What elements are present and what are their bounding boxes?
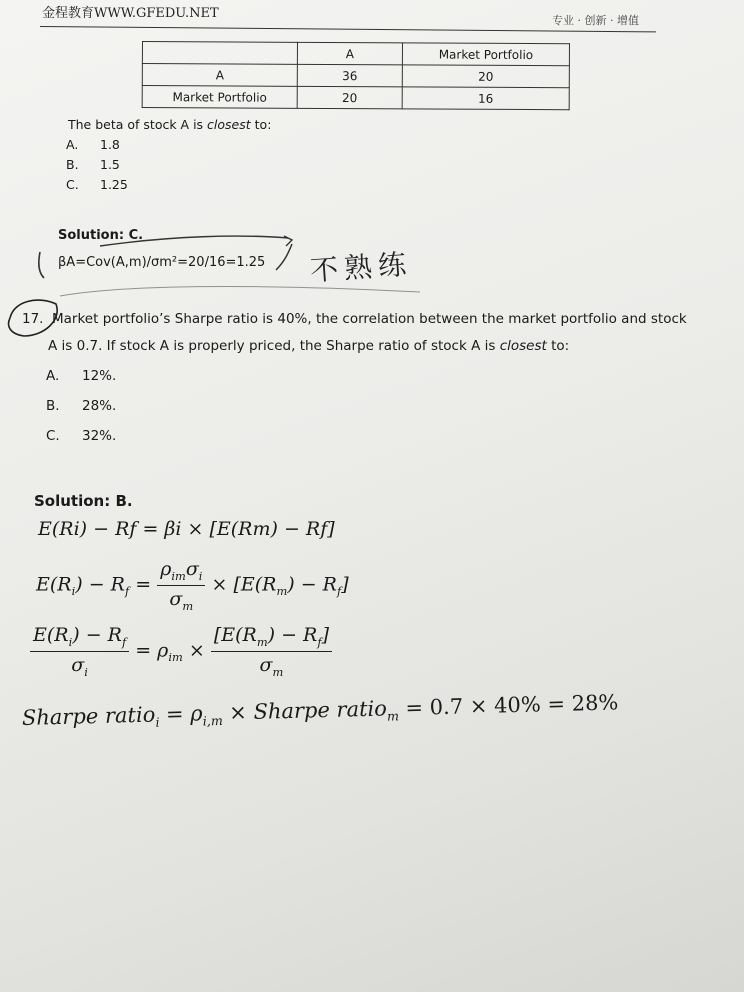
q16-solution-formula: βA=Cov(A,m)/σm²=20/16=1.25: [58, 255, 266, 270]
table-cell: A: [142, 64, 297, 87]
option-letter: A.: [66, 137, 79, 152]
bracket-mark-left: [39, 252, 44, 278]
option-letter: A.: [46, 368, 60, 384]
option-text: 1.8: [100, 137, 120, 152]
q17-line2-text: A is 0.7. If stock A is properly priced, the Sharpe ratio of stock A is: [48, 338, 500, 354]
table-cell: 36: [297, 64, 402, 87]
equation-beta-expanded: $E(R_i) - R_f$ = $\frac{\rho_{im}\sigma_i}{\sigma_m}$ × $[E(R_m) - R_f]$: [36, 558, 349, 613]
table-cell: 20: [297, 86, 402, 109]
q17-number: 17.: [22, 311, 44, 327]
option-text: 28%.: [82, 398, 117, 414]
q17-option-b: [46, 398, 116, 414]
q17-line2-emphasis: closest: [499, 338, 547, 354]
option-text: 1.5: [100, 157, 120, 172]
q17-line1: Market portfolio’s Sharpe ratio is 40%, the correlation between the market portfolio and stock: [52, 311, 687, 327]
option-letter: B.: [46, 398, 60, 414]
sharpe-result-value: = 0.7 × 40% = 28%: [405, 690, 619, 720]
q16-prompt-text: The beta of stock A is: [68, 117, 208, 132]
q17-line2: [48, 331, 569, 361]
option-text: 32%.: [82, 428, 117, 444]
header-slogan: 专业 · 创新 · 增值: [552, 14, 639, 27]
fraction-excess-over-sigma-i: $\frac{E(R_i) - R_f}{\sigma_i}$: [30, 624, 129, 679]
q17-option-a: [46, 368, 116, 384]
option-text: 1.25: [100, 177, 128, 192]
option-letter: C.: [66, 177, 79, 192]
option-letter: C.: [46, 428, 60, 444]
table-cell: Market Portfolio: [142, 86, 297, 109]
equation-capm: E(Ri) − Rf = βi × [E(Rm) − Rf]: [38, 518, 335, 540]
handwritten-note: 不熟练: [309, 247, 414, 288]
option-text: 12%.: [82, 368, 117, 384]
option-letter: B.: [66, 157, 79, 172]
q16-prompt-suffix: to:: [250, 117, 272, 132]
q17-line2-suffix: to:: [546, 338, 570, 354]
faint-stroke: [60, 287, 420, 297]
table-cell: 16: [402, 87, 569, 110]
fraction-rho-sigma: $\frac{\rho_{im}\sigma_i}{\sigma_m}$: [157, 558, 205, 613]
table-cell: 20: [402, 65, 569, 88]
q17-option-c: [46, 428, 116, 444]
bracket-mark-right: [276, 244, 292, 270]
q16-solution-title: Solution: C.: [58, 228, 144, 243]
q16-prompt-emphasis: closest: [207, 117, 251, 132]
header-site-name: 金程教育WWW.GFEDU.NET: [42, 6, 219, 21]
underline-arc-top: [100, 236, 288, 246]
fraction-market-excess: $\frac{[E(R_m) - R_f]}{\sigma_m}$: [211, 624, 332, 679]
q17-solution-title: Solution: B.: [34, 492, 133, 510]
equation-sharpe-result: Sharpe ratio$_i$ = $\rho_{i,m}$ × Sharpe ratio$_m$ = 0.7 × 40% = 28%: [21, 690, 619, 730]
table-header-cell: A: [297, 42, 402, 65]
table-header-cell: Market Portfolio: [402, 43, 569, 66]
equation-sharpe-derivation: $\frac{E(R_i) - R_f}{\sigma_i}$ = $\rho_{im}$ × $\frac{[E(R_m) - R_f]}{\sigma_m}$: [30, 624, 332, 679]
